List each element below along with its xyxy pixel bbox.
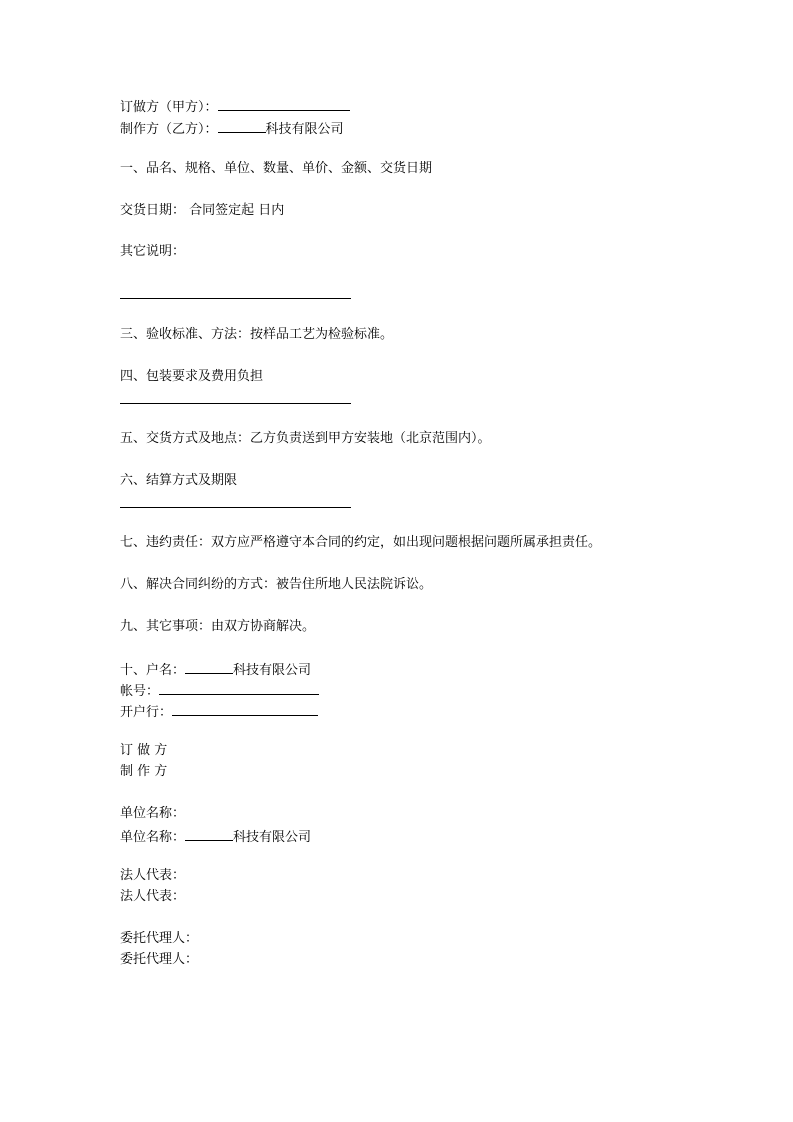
other-notes-rule xyxy=(120,298,351,299)
unit-name-maker-line xyxy=(120,826,311,844)
maker-blank xyxy=(218,118,266,133)
delivery-date: 交货日期： 合同签定起 日内 xyxy=(120,203,285,218)
section-4: 四、包装要求及费用负担 xyxy=(120,369,264,384)
account-no-line xyxy=(120,680,319,698)
section-5: 五、交货方式及地点：乙方负责送到甲方安装地（北京范围内）。 xyxy=(120,431,491,446)
section-3: 三、验收标准、方法：按样品工艺为检验标准。 xyxy=(120,327,394,342)
account-no-label: 帐号： xyxy=(120,684,160,699)
unit-name-buyer: 单位名称： xyxy=(120,806,186,821)
buyer-line xyxy=(120,96,350,114)
unit-name-maker-blank xyxy=(185,826,233,841)
account-name-blank xyxy=(185,659,233,674)
section-1-title: 一、品名、规格、单位、数量、单价、金额、交货日期 xyxy=(120,161,433,176)
buyer-blank xyxy=(218,96,350,111)
other-notes: 其它说明： xyxy=(120,244,186,259)
legal-rep-maker: 法人代表： xyxy=(120,889,186,904)
section-9: 九、其它事项：由双方协商解决。 xyxy=(120,619,316,634)
agent-buyer: 委托代理人： xyxy=(120,931,199,946)
section-8: 八、解决合同纠纷的方式：被告住所地人民法院诉讼。 xyxy=(120,577,433,592)
section-4-rule xyxy=(120,403,351,404)
legal-rep-buyer: 法人代表： xyxy=(120,868,186,883)
account-no-blank xyxy=(159,680,319,695)
signature-maker: 制 作 方 xyxy=(120,764,168,779)
buyer-label: 订做方（甲方）： xyxy=(120,100,218,115)
bank-line xyxy=(120,701,318,719)
section-7: 七、违约责任：双方应严格遵守本合同的约定，如出现问题根据问题所属承担责任。 xyxy=(120,535,602,550)
unit-name-maker-suffix: 科技有限公司 xyxy=(233,830,312,845)
unit-name-maker-label: 单位名称： xyxy=(120,830,186,845)
maker-label: 制作方（乙方）： xyxy=(120,122,218,137)
agent-maker: 委托代理人： xyxy=(120,952,199,967)
account-name-suffix: 科技有限公司 xyxy=(233,663,312,678)
section-6: 六、结算方式及期限 xyxy=(120,473,238,488)
account-name-label: 十、户名： xyxy=(120,663,186,678)
signature-buyer: 订 做 方 xyxy=(120,743,168,758)
maker-line xyxy=(120,118,344,136)
bank-blank xyxy=(172,701,318,716)
account-name-line xyxy=(120,659,311,677)
section-6-rule xyxy=(120,507,351,508)
bank-label: 开户行： xyxy=(120,705,173,720)
maker-company-suffix: 科技有限公司 xyxy=(265,122,344,137)
